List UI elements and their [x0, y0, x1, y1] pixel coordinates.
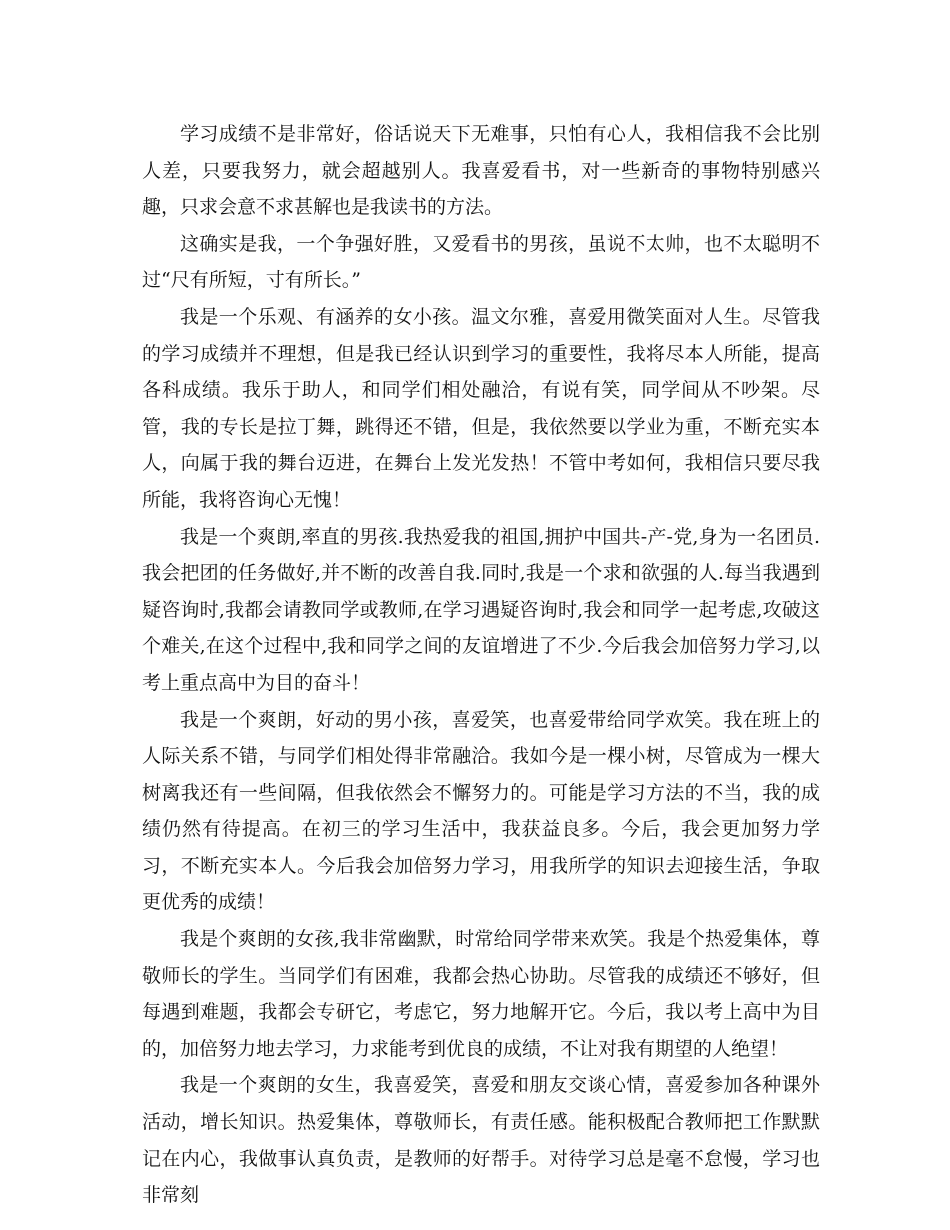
paragraph-7: 我是一个爽朗的女生，我喜爱笑，喜爱和朋友交谈心情，喜爱参加各种课外活动，增长知识。热爱集体，尊敬师长，有责任感。能积极配合教师把工作默默记在内心，我做事认真负责，是教师的好帮手。对待学习总是毫不怠慢，学习也非常刻 — [142, 1074, 820, 1207]
paragraph-5: 我是一个爽朗，好动的男小孩，喜爱笑，也喜爱带给同学欢笑。我在班上的人际关系不错，与同学们相处得非常融洽。我如今是一棵小树，尽管成为一棵大树离我还有一些间隔，但我依然会不懈努力的。可能是学习方法的不当，我的成绩仍然有待提高。在初三的学习生活中，我获益良多。今后，我会更加努力学习，不断充实本人。今后我会加倍努力学习，用我所学的知识去迎接生活，争取更优秀的成绩！ — [142, 708, 820, 914]
paragraph-4: 我是一个爽朗,率直的男孩.我热爱我的祖国,拥护中国共-产-党,身为一名团员.我会把团的任务做好,并不断的改善自我.同时,我是一个求和欲强的人.每当我遇到疑咨询时,我都会请教同学或教师,在学习遇疑咨询时,我会和同学一起考虑,攻破这个难关,在这个过程中,我和同学之间的友谊增进了不少.今后我会加倍努力学习,以考上重点高中为目的奋斗！ — [142, 525, 820, 694]
document-body — [142, 116, 820, 1214]
paragraph-3: 我是一个乐观、有涵养的女小孩。温文尔雅，喜爱用微笑面对人生。尽管我的学习成绩并不理想，但是我已经认识到学习的重要性，我将尽本人所能，提高各科成绩。我乐于助人，和同学们相处融洽，有说有笑，同学间从不吵架。尽管，我的专长是拉丁舞，跳得还不错，但是，我依然要以学业为重，不断充实本人，向属于我的舞台迈进，在舞台上发光发热！不管中考如何，我相信只要尽我所能，我将咨询心无愧！ — [142, 305, 820, 511]
paragraph-2: 这确实是我，一个争强好胜，又爱看书的男孩，虽说不太帅，也不太聪明不过“尺有所短，寸有所长。” — [142, 232, 820, 292]
paragraph-6: 我是个爽朗的女孩,我非常幽默，时常给同学带来欢笑。我是个热爱集体，尊敬师长的学生。当同学们有困难，我都会热心协助。尽管我的成绩还不够好，但每遇到难题，我都会专研它，考虑它，努力地解开它。今后，我以考上高中为目的，加倍努力地去学习，力求能考到优良的成绩，不让对我有期望的人绝望！ — [142, 928, 820, 1060]
paragraph-1: 学习成绩不是非常好，俗话说天下无难事，只怕有心人，我相信我不会比别人差，只要我努力，就会超越别人。我喜爱看书，对一些新奇的事物特别感兴趣，只求会意不求甚解也是我读书的方法。 — [142, 123, 820, 219]
